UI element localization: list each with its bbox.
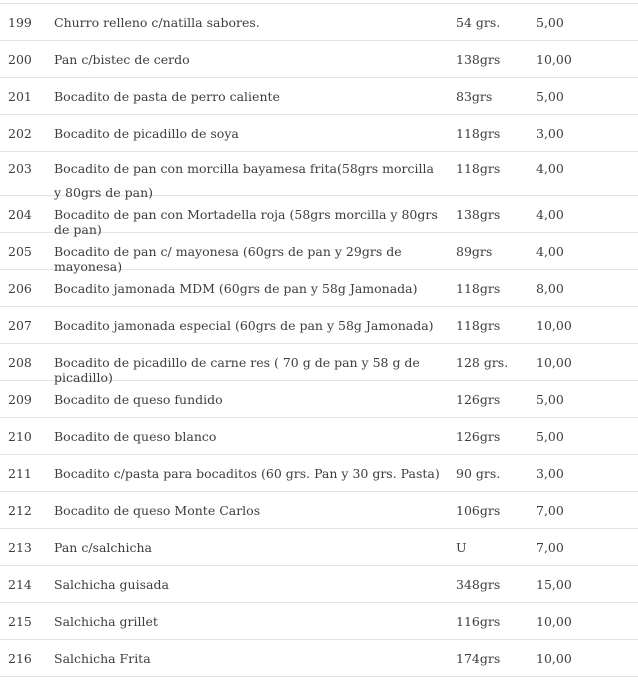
item-number: 214 (8, 577, 32, 592)
table-row (0, 196, 638, 237)
item-description: Bocadito jamonada especial (60grs de pan y 58g Jamonada) (54, 318, 434, 333)
item-price: 7,00 (536, 540, 564, 555)
table-row (0, 640, 638, 677)
table-row (0, 529, 638, 566)
item-weight: 118grs (456, 281, 501, 296)
table-row (0, 418, 638, 455)
item-description: Bocadito de queso fundido (54, 392, 223, 407)
item-description: Pan c/bistec de cerdo (54, 52, 190, 67)
item-price: 4,00 (536, 161, 564, 176)
item-weight: U (456, 540, 467, 555)
item-price: 3,00 (536, 466, 564, 481)
item-price: 4,00 (536, 207, 564, 222)
item-weight: 118grs (456, 318, 501, 333)
item-price: 10,00 (536, 355, 572, 370)
item-price: 5,00 (536, 89, 564, 104)
item-number: 200 (8, 52, 32, 67)
item-weight: 138grs (456, 52, 501, 67)
item-price: 15,00 (536, 577, 572, 592)
item-number: 206 (8, 281, 32, 296)
item-weight: 138grs (456, 207, 501, 222)
item-description: Bocadito de picadillo de soya (54, 126, 239, 141)
table-row (0, 381, 638, 418)
table-row (0, 115, 638, 152)
item-price: 3,00 (536, 126, 564, 141)
item-description: Bocadito jamonada MDM (60grs de pan y 58g Jamonada) (54, 281, 418, 296)
item-weight: 126grs (456, 429, 501, 444)
table-row (0, 603, 638, 640)
item-weight: 83grs (456, 89, 493, 104)
table-row (0, 233, 638, 274)
item-price: 5,00 (536, 15, 564, 30)
item-price: 10,00 (536, 614, 572, 629)
item-description: Salchicha Frita (54, 651, 151, 666)
item-number: 199 (8, 15, 32, 30)
item-description: Churro relleno c/natilla sabores. (54, 15, 260, 30)
item-weight: 89grs (456, 244, 493, 259)
item-weight: 116grs (456, 614, 501, 629)
table-row (0, 566, 638, 603)
item-price: 10,00 (536, 651, 572, 666)
item-description: Bocadito de queso blanco (54, 429, 217, 444)
item-price: 5,00 (536, 392, 564, 407)
table-row (0, 152, 638, 200)
item-description: Bocadito c/pasta para bocaditos (60 grs. Pan y 30 grs. Pasta) (54, 466, 440, 481)
item-weight: 106grs (456, 503, 501, 518)
table-row (0, 344, 638, 385)
item-number: 203 (8, 161, 32, 176)
item-description: Salchicha grillet (54, 614, 158, 629)
table-row (0, 307, 638, 344)
item-weight: 126grs (456, 392, 501, 407)
item-number: 208 (8, 355, 32, 370)
table-row (0, 492, 638, 529)
item-description: Bocadito de pasta de perro caliente (54, 89, 280, 104)
item-number: 201 (8, 89, 32, 104)
item-number: 215 (8, 614, 32, 629)
item-price: 4,00 (536, 244, 564, 259)
item-description: Bocadito de pan c/ mayonesa (60grs de pan y 29grs de mayonesa) (54, 244, 402, 274)
item-description: Bocadito de pan con Mortadella roja (58grs morcilla y 80grs de pan) (54, 207, 438, 237)
item-number: 204 (8, 207, 32, 222)
item-price: 10,00 (536, 52, 572, 67)
item-price: 7,00 (536, 503, 564, 518)
item-weight: 174grs (456, 651, 501, 666)
table-row (0, 41, 638, 78)
item-price: 5,00 (536, 429, 564, 444)
item-weight: 54 grs. (456, 15, 501, 30)
item-weight: 128 grs. (456, 355, 509, 370)
item-number: 202 (8, 126, 32, 141)
item-price: 8,00 (536, 281, 564, 296)
item-weight: 348grs (456, 577, 501, 592)
table-row (0, 270, 638, 307)
item-price: 10,00 (536, 318, 572, 333)
item-weight: 90 grs. (456, 466, 501, 481)
item-number: 216 (8, 651, 32, 666)
item-description: Bocadito de queso Monte Carlos (54, 503, 261, 518)
item-description: Salchicha guisada (54, 577, 169, 592)
table-row (0, 78, 638, 115)
item-number: 210 (8, 429, 32, 444)
item-weight: 118grs (456, 126, 501, 141)
item-description: Bocadito de picadillo de carne res ( 70 g de pan y 58 g de picadillo) (54, 355, 420, 385)
item-number: 205 (8, 244, 32, 259)
item-number: 209 (8, 392, 32, 407)
item-description: Bocadito de pan con morcilla bayamesa frita(58grs morcilla y 80grs de pan) (54, 161, 434, 200)
item-description: Pan c/salchicha (54, 540, 152, 555)
menu-table (0, 3, 638, 677)
item-number: 213 (8, 540, 32, 555)
table-row (0, 455, 638, 492)
item-number: 211 (8, 466, 32, 481)
item-number: 212 (8, 503, 32, 518)
item-number: 207 (8, 318, 32, 333)
table-row (0, 4, 638, 41)
item-weight: 118grs (456, 161, 501, 176)
